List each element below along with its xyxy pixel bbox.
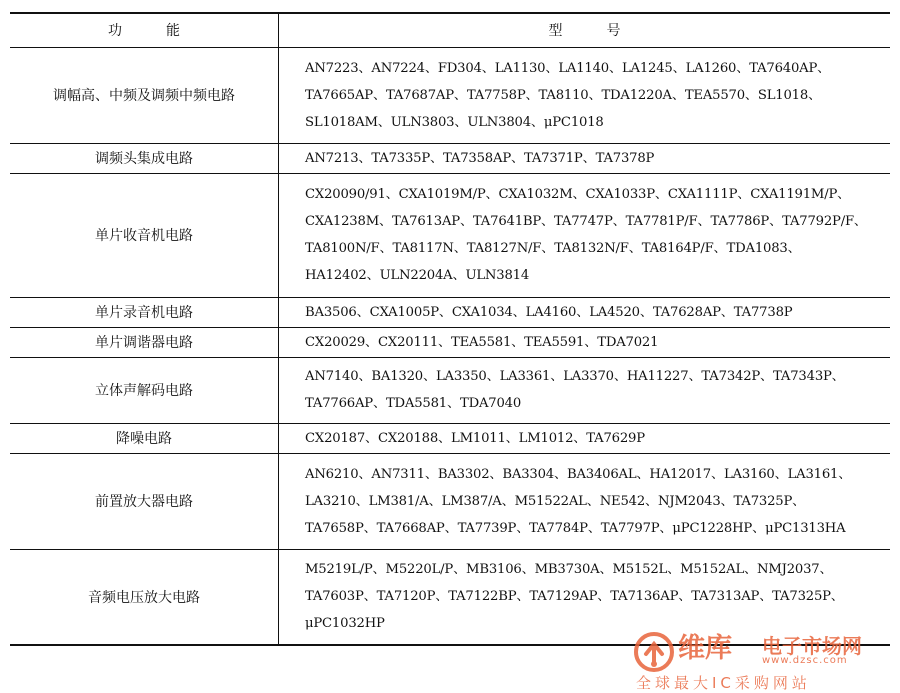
table-row: [10, 453, 890, 549]
function-cell: 音频电压放大电路: [10, 549, 279, 645]
model-line: AN7140、BA1320、LA3350、LA3361、LA3370、HA11227、TA7342P、TA7343P、: [305, 369, 845, 384]
table-header-row: [10, 13, 890, 47]
model-line: AN7223、AN7224、FD304、LA1130、LA1140、LA1245、LA1260、TA7640AP、: [305, 60, 831, 76]
model-line: CX20090/91、CXA1019M/P、CXA1032M、CXA1033P、CXA1111P、CXA1191M/P、: [305, 187, 851, 202]
model-cell: [279, 143, 891, 173]
model-line: AN6210、AN7311、BA3302、BA3304、BA3406AL、HA12017、LA3160、LA3161、: [305, 466, 852, 482]
function-cell: 前置放大器电路: [10, 453, 279, 549]
model-line: μPC1032HP: [305, 616, 385, 632]
watermark-url: www.dzsc.com: [762, 655, 848, 666]
ic-model-table: [10, 12, 890, 646]
model-line: CX20187、CX20188、LM1011、LM1012、TA7629P: [305, 430, 645, 446]
header-model: 型 号: [279, 13, 891, 47]
function-cell: 降噪电路: [10, 423, 279, 453]
watermark: [632, 628, 894, 692]
model-line: SL1018AM、ULN3803、ULN3804、μPC1018: [305, 114, 604, 130]
model-line: AN7213、TA7335P、TA7358AP、TA7371P、TA7378P: [305, 150, 655, 166]
table-row: [10, 47, 890, 143]
function-cell: 单片收音机电路: [10, 173, 279, 297]
watermark-brand: 维库: [678, 633, 732, 664]
table-row: [10, 173, 890, 297]
model-cell: [279, 453, 891, 549]
watermark-brand-suffix: 电子市场网: [762, 634, 862, 658]
model-line: TA7603P、TA7120P、TA7122BP、TA7129AP、TA7136AP、TA7313AP、TA7325P、: [305, 589, 844, 605]
table-row: [10, 423, 890, 453]
model-cell: [279, 173, 891, 297]
table-row: [10, 357, 890, 423]
function-cell: 调频头集成电路: [10, 143, 279, 173]
watermark-slogan: 全球最大IC采购网站: [636, 674, 811, 692]
table-row: [10, 297, 890, 327]
header-function: 功 能: [10, 13, 279, 47]
model-cell: [279, 327, 891, 357]
model-line: CXA1238M、TA7613AP、TA7641BP、TA7747P、TA7781P/F、TA7786P、TA7792P/F、: [305, 214, 867, 229]
model-line: TA8100N/F、TA8117N、TA8127N/F、TA8132N/F、TA8164P/F、TDA1083、: [305, 241, 801, 256]
function-cell: 单片录音机电路: [10, 297, 279, 327]
model-cell: [279, 423, 891, 453]
model-cell: [279, 297, 891, 327]
model-line: TA7658P、TA7668AP、TA7739P、TA7784P、TA7797P、μPC1228HP、μPC1313HA: [305, 520, 846, 536]
function-cell: 立体声解码电路: [10, 357, 279, 423]
table-row: [10, 327, 890, 357]
table-row: [10, 143, 890, 173]
model-cell: [279, 47, 891, 143]
model-line: M5219L/P、M5220L/P、MB3106、MB3730A、M5152L、M5152AL、NMJ2037、: [305, 562, 833, 578]
function-cell: 单片调谐器电路: [10, 327, 279, 357]
model-line: BA3506、CXA1005P、CXA1034、LA4160、LA4520、TA7628AP、TA7738P: [305, 304, 793, 320]
model-line: CX20029、CX20111、TEA5581、TEA5591、TDA7021: [305, 334, 659, 350]
model-line: HA12402、ULN2204A、ULN3814: [305, 268, 530, 283]
model-line: LA3210、LM381/A、LM387/A、M51522AL、NE542、NJM2043、TA7325P、: [305, 493, 806, 509]
function-cell: 调幅高、中频及调频中频电路: [10, 47, 279, 143]
table-body: [10, 47, 890, 645]
dzsc-logo-icon: [632, 630, 676, 674]
model-line: TA7665AP、TA7687AP、TA7758P、TA8110、TDA1220A、TEA5570、SL1018、: [305, 87, 822, 103]
model-cell: [279, 357, 891, 423]
model-line: TA7766AP、TDA5581、TDA7040: [305, 396, 522, 411]
